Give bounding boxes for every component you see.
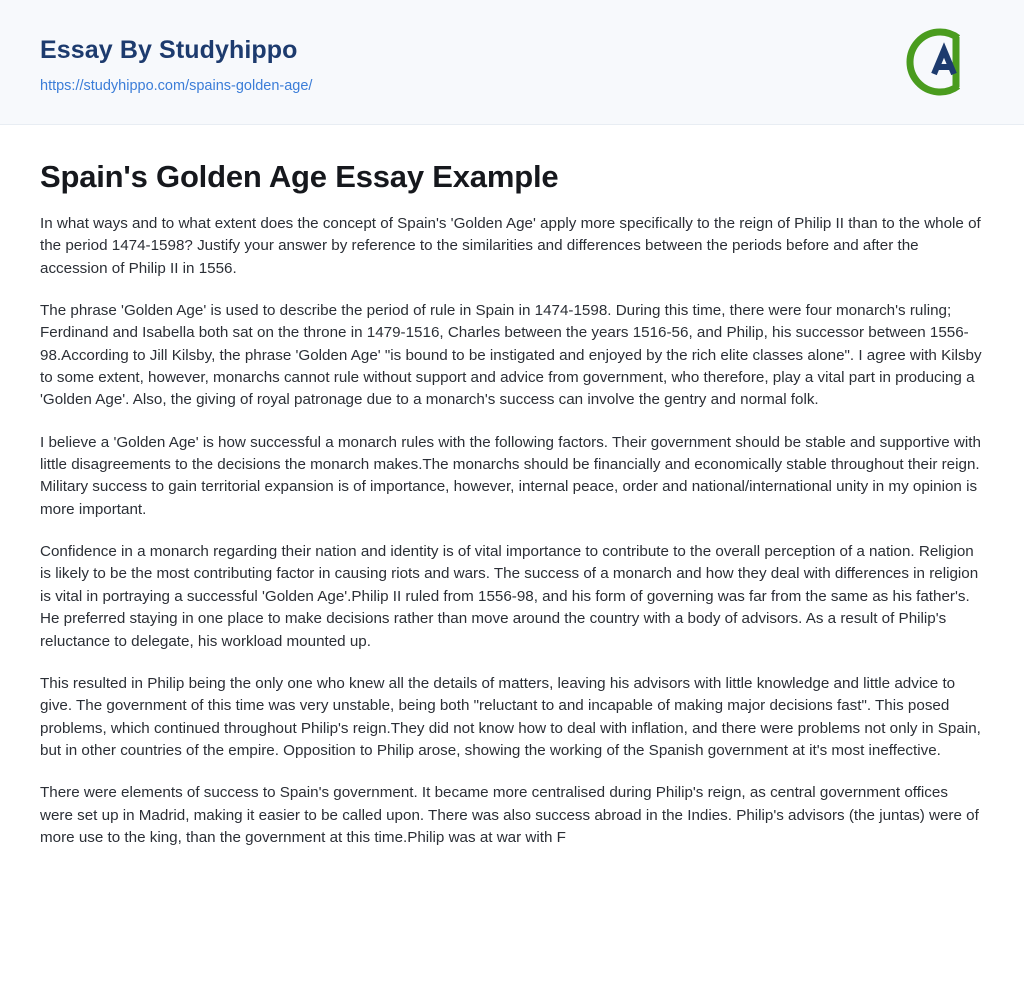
article-paragraph: Confidence in a monarch regarding their nation and identity is of vital importance to contribute to the overall perception of a nation. Religion is likely to be the most contributing factor in causing riots and wars. The success of a monarch and how they deal with differences in religion is vital in portraying a successful 'Golden Age'.Philip II ruled from 1556-98, and his form of governing was far from the same as his father's. He preferred staying in one place to make decisions rather than move around the country with a body of advisors. As a result of Philip's reluctance to delegate, his workload mounted up. <box>40 543 979 650</box>
article-paragraph: In what ways and to what extent does the concept of Spain's 'Golden Age' apply more specifically to the reign of Philip II than to the whole of the period 1474-1598? Justify your answer by reference to the similarities and differences between the periods before and after the accession of Philip II in 1556. <box>40 215 981 277</box>
site-url[interactable]: https://studyhippo.com/spains-golden-age/ <box>40 77 313 94</box>
site-header <box>0 0 1024 125</box>
brand-text: Essay By Studyhippo <box>40 35 298 64</box>
studyhippo-logo-icon <box>904 24 980 100</box>
article-paragraph: There were elements of success to Spain's government. It became more centralised during Philip's reign, as central government offices were set up in Madrid, making it easier to be called upon. There was also success abroad in the Indies. Philip's advisors (the juntas) were of more use to the king, than the government at this time.Philip was at war with F <box>40 784 979 846</box>
site-brand <box>40 35 984 65</box>
page-title: Spain's Golden Age Essay Example <box>40 159 559 194</box>
article-paragraph: This resulted in Philip being the only one who knew all the details of matters, leaving his advisors with little knowledge and little advice to give. The government of this time was very unstable, being both "reluctant to and incapable of making major decisions fast". This posed problems, which continued throughout Philip's reign.They did not know how to deal with inflation, and there were problems not only in Spain, but in other countries of the empire. Opposition to Philip arose, showing the working of the Spanish government at it's most ineffective. <box>40 674 981 759</box>
article-paragraph: The phrase 'Golden Age' is used to describe the period of rule in Spain in 1474-1598. During this time, there were four monarch's ruling; Ferdinand and Isabella both sat on the throne in 1479-1516, Charles between the years 1516-56, and Philip, his successor between 1556-98.According to Jill Kilsby, the phrase 'Golden Age' "is bound to be instigated and enjoyed by the rich elite classes alone". I agree with Kilsby to some extent, however, monarchs cannot rule without support and advice from government, who therefore, play a vital part in producing a 'Golden Age'. Also, the giving of royal patronage due to a monarch's success can involve the gentry and normal folk. <box>40 302 982 409</box>
article-paragraph: I believe a 'Golden Age' is how successful a monarch rules with the following factors. Their government should be stable and supportive with little disagreements to the decisions the monarch makes.The monarchs should be financially and economically stable throughout their reign. Military success to gain territorial expansion is of importance, however, internal peace, order and national/international unity in my opinion is more important. <box>40 433 981 518</box>
article-content <box>0 125 1024 849</box>
